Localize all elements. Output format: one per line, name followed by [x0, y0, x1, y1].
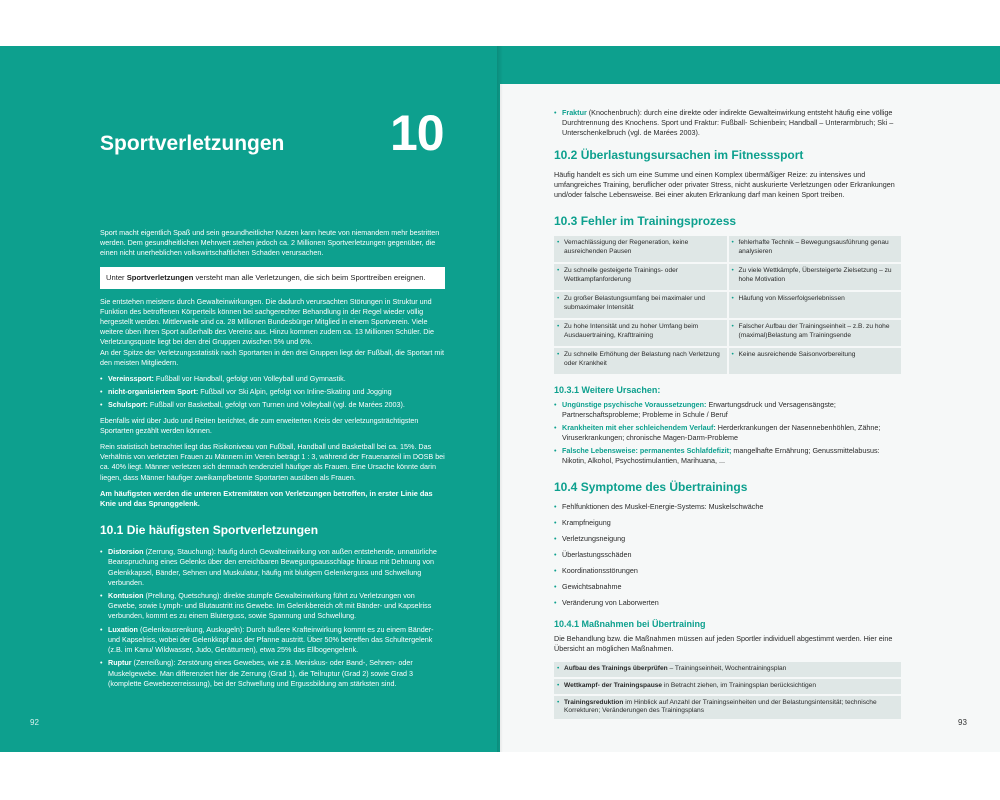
- list-item: • Kontusion (Prellung, Quetschung): direkte stumpfe Gewalteinwirkung führt zu Verletzungen von Gewebe, sowie Lymph- und Blutaustritt ins Gewebe. Im Gelenkbereich oft mit Bänder- und Kapselriss verbunden, kommt es zu einem Bluterguss, sowie Spannung und Schwellung.: [100, 591, 445, 622]
- list-item: • Gewichtsabnahme: [554, 582, 901, 592]
- table-cell: • Zu großer Belastungsumfang bei maximaler und submaximaler Intensität: [554, 292, 727, 318]
- left-page: [0, 46, 500, 752]
- table-cell: • Keine ausreichende Saisonvorbereitung: [729, 348, 902, 374]
- table-cell: • Zu schnelle Erhöhung der Belastung nach Verletzung oder Krankheit: [554, 348, 727, 374]
- section-heading-10-2: 10.2 Überlastungsursachen im Fitnesssport: [554, 148, 804, 162]
- left-body-text: [100, 228, 445, 694]
- measure-row: • Trainingsreduktion im Hinblick auf Anzahl der Trainingseinheiten und der Belastungsintensität; technische Korrekturen; Veränderungen des Trainingsplans: [554, 696, 901, 720]
- right-body-text: [554, 108, 901, 721]
- book-spread: [0, 46, 1000, 752]
- list-item: • Krampfneigung: [554, 518, 901, 528]
- section-heading-10-4: 10.4 Symptome des Übertrainings: [554, 480, 748, 494]
- list-item: • Krankheiten mit eher schleichendem Verlauf: Herderkrankungen der Nasennebenhöhlen, Zähne; Viruserkrankungen; chronische Magen-Darm-Probleme: [554, 423, 901, 443]
- causes-list: [554, 400, 901, 466]
- book-spine: [497, 46, 503, 752]
- list-item: • Verletzungsneigung: [554, 534, 901, 544]
- section-heading-10-1: 10.1 Die häufigsten Sportverletzungen: [100, 523, 319, 538]
- list-item: • Fraktur (Knochenbruch): durch eine direkte oder indirekte Gewalteinwirkung entsteht häufig eine völlige Durchtrennung des Knochens. Sport und Fraktur: Fußball- Schienbein; Handball – Unterarmbruch; Ski – Unterschenkelbruch (vgl. de Marées 2003).: [554, 108, 901, 138]
- measure-row: • Wettkampf- der Trainingspause in Betracht ziehen, im Trainingsplan berücksichtigen: [554, 679, 901, 694]
- definition-post: versteht man alle Verletzungen, die sich beim Sporttreiben ereignen.: [193, 272, 426, 282]
- right-header-band: [500, 46, 1000, 84]
- section-heading-10-4-1: 10.4.1 Maßnahmen bei Übertraining: [554, 619, 706, 629]
- definition-term: Sportverletzungen: [126, 272, 194, 282]
- paragraph-5-bold: Am häufigsten werden die unteren Extremitäten von Verletzungen betroffen, in erster Linie das Knie und das Sprunggelenk.: [100, 488, 433, 509]
- table-cell: • Zu viele Wettkämpfe, Übersteigerte Zielsetzung – zu hohe Motivation: [729, 264, 902, 290]
- definition-pre: Unter: [106, 272, 127, 282]
- list-item: • Ungünstige psychische Voraussetzungen: Erwartungsdruck und Versagensängste; Partnerschaftsprobleme; Probleme in Schule / Beruf: [554, 400, 901, 420]
- page-number-left: 92: [30, 718, 39, 727]
- symptoms-list: [554, 502, 901, 608]
- training-errors-table: [554, 236, 901, 374]
- intro-paragraph: Sport macht eigentlich Spaß und sein gesundheitlicher Nutzen kann heute von niemandem mehr bestritten werden. Dem gesundheitlichen Mehrwert stehen jedoch ca. 2 Millionen Sportverletzungen gegenüber, die einen nicht unerheblichen volkswirtschaftlichen Schaden verursachen.: [100, 228, 440, 258]
- table-cell: • fehlerhafte Technik – Bewegungsausführung genau analysieren: [729, 236, 902, 262]
- list-item: • Distorsion (Zerrung, Stauchung): häufig durch Gewalteinwirkung von außen entstehende, unnatürliche Beanspruchung eines Gelenks über den erreichbaren Bewegungsausschlage hinaus mit Dehnung von Gelenkkapsel, Bänder, Sehnen und Muskulatur, häufig mit blutigem Gelenkerguss und Schwellung verbunden.: [100, 547, 445, 588]
- list-item: • Veränderung von Laborwerten: [554, 598, 901, 608]
- paragraph-10-4-1: Die Behandlung bzw. die Maßnahmen müssen auf jeden Sportler individuell abgestimmt werden. Hier eine Übersicht an möglichen Maßnahmen.: [554, 634, 893, 653]
- list-item: • Vereinssport: Fußball vor Handball, gefolgt von Volleyball und Gymnastik.: [100, 374, 445, 384]
- list-item: • nicht-organisiertem Sport: Fußball vor Ski Alpin, gefolgt von Inline-Skating und Jogging: [100, 387, 445, 397]
- section-heading-10-3: 10.3 Fehler im Trainingsprozess: [554, 214, 737, 228]
- chapter-title: Sportverletzungen: [100, 132, 285, 155]
- fraktur-list: [554, 108, 901, 138]
- table-cell: • Vernachlässigung der Regeneration, keine ausreichenden Pausen: [554, 236, 727, 262]
- list-item: • Falsche Lebensweise: permanentes Schlafdefizit; mangelhafte Ernährung; Genussmittelabusus: Nikotin, Alkohol, Psychostimulantien, Marihuana, ...: [554, 446, 901, 466]
- table-cell: • Zu schnelle gesteigerte Trainings- oder Wettkampfanforderung: [554, 264, 727, 290]
- page-number-right: 93: [958, 718, 967, 727]
- paragraph-1: Sie entstehen meistens durch Gewalteinwirkungen. Die dadurch verursachten Störungen in Struktur und Funktion des betroffenen Körperteils können bei sachgerechter Behandlung in der Regel wieder völlig hergestellt werden. Mittlerweile sind ca. 28 Millionen Bundesbürger Mitglied in einem Sportverein. Viele weitere üben ihren Sport außerhalb des Vereins aus. Hinzu kommen zudem ca. 13 Millionen Schüler. Die Verletzungsquote liegt bei den drei Gruppen zwischen 5% und 6%.: [100, 296, 434, 347]
- paragraph-4: Rein statistisch betrachtet liegt das Risikoniveau von Fußball, Handball und Basketball bei ca. 15%. Das Verhältnis von verletzten Frauen zu Männern im Verein beträgt 1 : 3, während der Frauenanteil im DOSB bei ca. 40% liegt. Männer verletzen sich demnach tendenziell häufiger als Frauen. Eine Ursache könnte darin liegen, dass Männer häufiger zweikampfbetonte Sportarten ausüben als Frauen.: [100, 442, 445, 482]
- table-cell: • Falscher Aufbau der Trainingseinheit – z.B. zu hohe (maximal)Belastung am Trainingsende: [729, 320, 902, 346]
- paragraph-3: Ebenfalls wird über Judo und Reiten berichtet, die zum erweiterten Kreis der verletzungsträchtigsten Sportarten gezählt werden können.: [100, 415, 419, 435]
- chapter-number: 10: [390, 105, 444, 161]
- section-heading-10-3-1: 10.3.1 Weitere Ursachen:: [554, 385, 661, 395]
- list-item: • Ruptur (Zerreißung): Zerstörung eines Gewebes, wie z.B. Meniskus- oder Band-, Sehnen- oder Muskelgewebe. Man differenziert hier die Zerrung (Grad 1), die Teilruptur (Grad 2) sowie Grad 3 (komplette Gewebezerreissung), bei der Schwellung und Ergussbildung am stärksten sind.: [100, 658, 445, 689]
- definition-box: [100, 267, 445, 289]
- measures-box: [554, 662, 901, 719]
- list-item: • Schulsport: Fußball vor Basketball, gefolgt von Turnen und Volleyball (vgl. de Marées 2003).: [100, 400, 445, 410]
- table-cell: • Zu hohe Intensität und zu hoher Umfang beim Ausdauertraining, Krafttraining: [554, 320, 727, 346]
- list-item: • Koordinationsstörungen: [554, 566, 901, 576]
- list-item: • Luxation (Gelenkausrenkung, Auskugeln): Durch äußere Krafteinwirkung kommt es zu einem Bänder- und Kapselriss, wobei der Gelenkkopf aus der Pfanne austritt. Über 50% betreffen das Schultergelenk (z.B. im Kanu/ Wildwasser, Judo, Gerätturnen), etwa 25% das Ellbogengelenk.: [100, 625, 445, 656]
- paragraph-10-2: Häufig handelt es sich um eine Summe und einen Komplex übermäßiger Reize: zu intensives und umfangreiches Training, beruflicher oder privater Stress, nicht auskurierte Verletzungen oder Erkrankungen und/oder falsche Lebensweise. Bei einer akuten Erkrankung darf man keinen Sport treiben.: [554, 170, 895, 199]
- list-item: • Fehlfunktionen des Muskel-Energie-Systems: Muskelschwäche: [554, 502, 901, 512]
- paragraph-2: An der Spitze der Verletzungsstatistik nach Sportarten in den drei Gruppen liegt der Fußball, die Sportart mit den meisten Mitgliedern.: [100, 347, 444, 367]
- list-item: • Überlastungsschäden: [554, 550, 901, 560]
- injury-list: [100, 547, 445, 689]
- right-page: [500, 46, 1000, 752]
- sport-type-list: [100, 374, 445, 411]
- measure-row: • Aufbau des Trainings überprüfen – Trainingseinheit, Wochentrainingsplan: [554, 662, 901, 677]
- table-cell: • Häufung von Misserfolgserlebnissen: [729, 292, 902, 318]
